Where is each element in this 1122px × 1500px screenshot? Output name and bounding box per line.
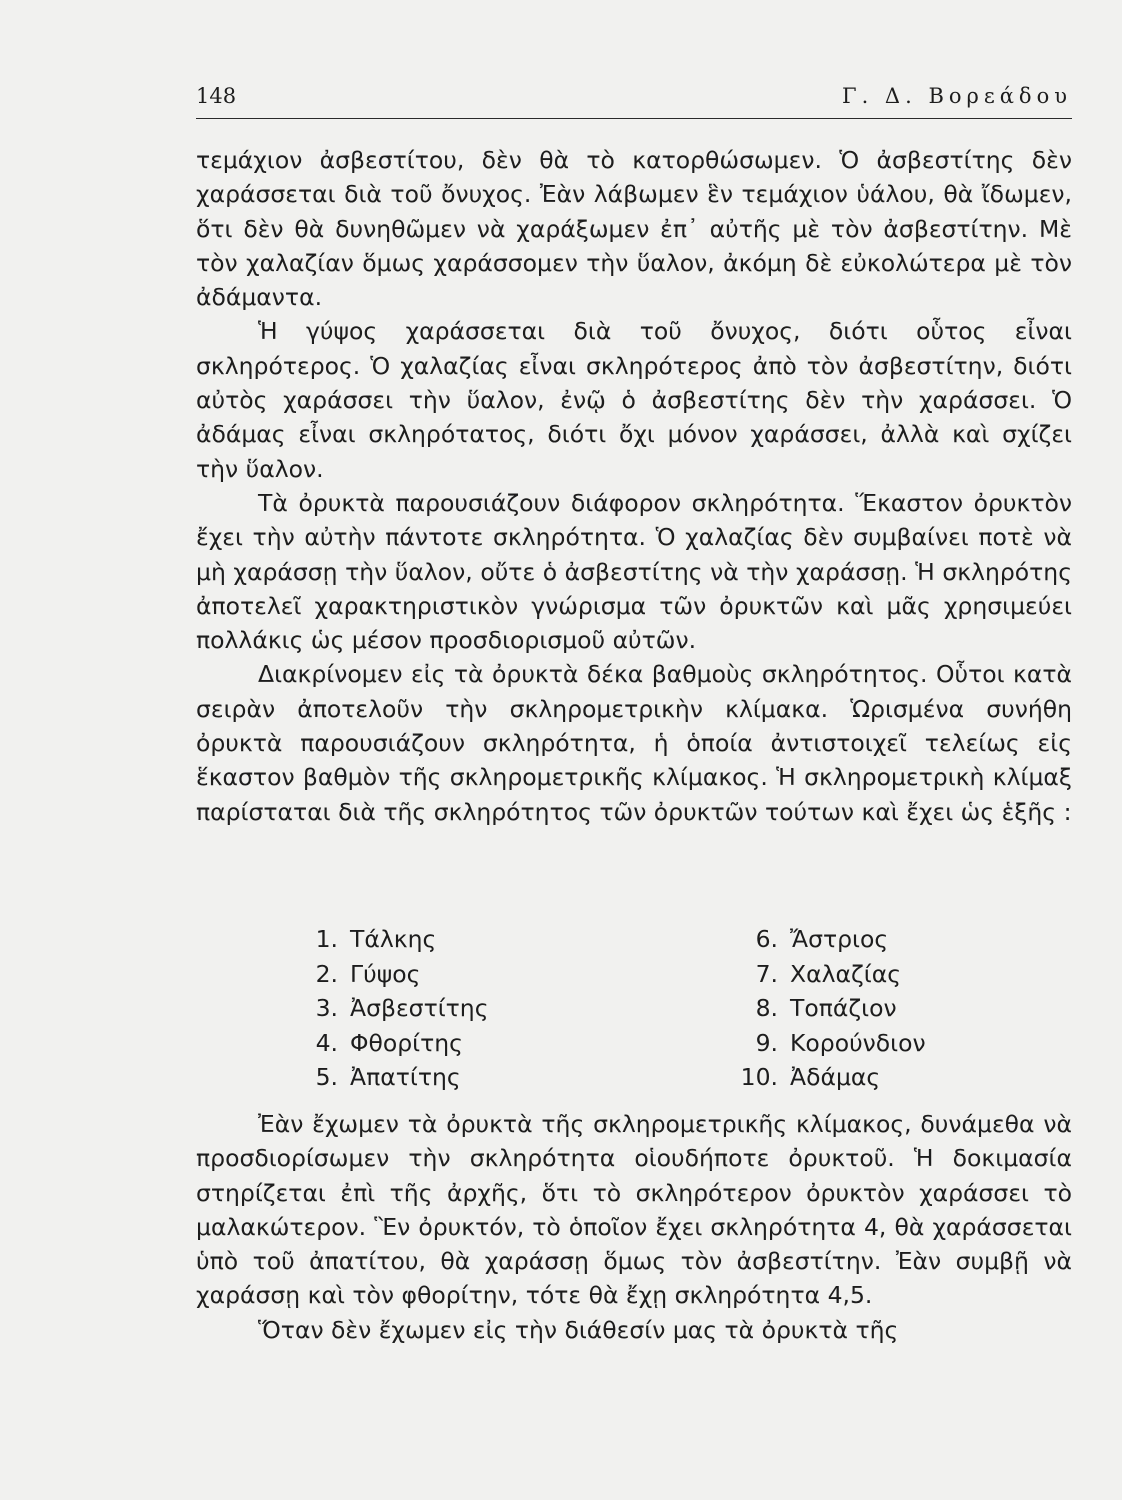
list-item <box>300 991 489 1026</box>
list-number: 7. <box>755 959 778 988</box>
list-number: 10. <box>740 1063 778 1091</box>
paragraph: Διακρίνομεν εἰς τὰ ὀρυκτὰ δέκα βαθμοὺς σκληρότητος. Οὗτοι κατὰ σειρὰν ἀποτελοῦν τὴν σκληρομετρικὴν κλίμακα. Ὡρισμένα συνήθη ὀρυκτὰ παρουσιάζουν σκληρότητα, ἡ ὁποία ἀντιστοιχεῖ τελείως εἰς ἕκαστον βαθμὸν τῆς σκληρομετρικῆς κλίμακος. Ἡ σκληρομετρικὴ κλίμαξ παρίσταται διὰ τῆς σκληρότητος τῶν ὀρυκτῶν τούτων καὶ ἔχει ὡς ἑξῆς : <box>196 660 1072 826</box>
mineral-name: Τοπάζιον <box>790 994 897 1022</box>
running-head: Γ. Δ. Βορεάδου <box>842 84 1072 108</box>
page-header <box>196 84 1072 119</box>
list-number: 3. <box>315 994 338 1022</box>
list-item <box>300 922 489 957</box>
paragraph: Τὰ ὀρυκτὰ παρουσιάζουν διάφορον σκληρότητα. Ἕκαστον ὀρυκτὸν ἔχει τὴν αὐτὴν πάντοτε σκληρότητα. Ὁ χαλαζίας δὲν συμβαίνει ποτὲ νὰ μὴ χαράσσῃ τὴν ὕαλον, οὔτε ὁ ἀσβεστίτης νὰ τὴν χαράσσῃ. Ἡ σκληρότης ἀποτελεῖ χαρακτηριστικὸν γνώρισμα τῶν ὀρυκτῶν καὶ μᾶς χρησιμεύει πολλάκις ὡς μέσον προσδιορισμοῦ αὐτῶν. <box>196 488 1072 655</box>
list-item <box>718 1060 926 1095</box>
mineral-name: Κορούνδιον <box>790 1028 926 1057</box>
list-item <box>718 957 926 992</box>
paragraph: τεμάχιον ἀσβεστίτου, δὲν θὰ τὸ κατορθώσωμεν. Ὁ ἀσβεστίτης δὲν χαράσσεται διὰ τοῦ ὄνυχος. Ἐὰν λάβωμεν ἓν τεμάχιον ὑάλου, θὰ ἴδωμεν, ὅτι δὲν θὰ δυνηθῶμεν νὰ χαράξωμεν ἐπ᾿ αὐτῆς μὲ τὸν ἀσβεστίτην. Μὲ τὸν χαλαζίαν ὅμως χαράσσομεν τὴν ὕαλον, ἀκόμη δὲ εὐκολώτερα μὲ τὸν ἀδάμαντα. <box>196 146 1072 312</box>
mineral-name: Χαλαζίας <box>790 959 902 988</box>
list-number: 5. <box>315 1063 338 1091</box>
list-item <box>300 1060 489 1095</box>
mineral-name: Ἄστριος <box>790 925 889 953</box>
mineral-name: Φθορίτης <box>350 1028 463 1057</box>
mineral-name: Ἀδάμας <box>790 1063 881 1091</box>
body-text-top <box>196 143 1072 829</box>
list-item <box>300 1026 489 1061</box>
list-item <box>718 991 926 1026</box>
mineral-name: Ἀσβεστίτης <box>350 994 489 1022</box>
page-number: 148 <box>196 84 237 108</box>
list-number: 4. <box>315 1028 338 1057</box>
mineral-name: Γύψος <box>350 959 421 988</box>
list-number: 8. <box>755 994 778 1022</box>
mineral-name: Ἀπατίτης <box>350 1063 461 1091</box>
hardness-scale-right-column <box>718 922 926 1095</box>
list-number: 1. <box>315 925 338 953</box>
list-item <box>718 922 926 957</box>
list-number: 2. <box>315 959 338 988</box>
list-number: 9. <box>755 1028 778 1057</box>
hardness-scale-left-column <box>300 922 489 1095</box>
mineral-name: Τάλκης <box>350 925 437 953</box>
paragraph: Ἐὰν ἔχωμεν τὰ ὀρυκτὰ τῆς σκληρομετρικῆς κλίμακος, δυνάμεθα νὰ προσδιορίσωμεν τὴν σκληρότητα οἱουδήποτε ὀρυκτοῦ. Ἡ δοκιμασία στηρίζεται ἐπὶ τῆς ἀρχῆς, ὅτι τὸ σκληρότερον ὀρυκτὸν χαράσσει τὸ μαλακώτερον. Ἓν ὀρυκτόν, τὸ ὁποῖον ἔχει σκληρότητα 4, θὰ χαράσσεται ὑπὸ τοῦ ἀπατίτου, θὰ χαράσσῃ ὅμως τὸν ἀσβεστίτην. Ἐὰν συμβῇ νὰ χαράσσῃ καὶ τὸν φθορίτην, τότε θὰ ἔχῃ σκληρότητα 4,5. <box>196 1110 1072 1310</box>
list-item <box>718 1026 926 1061</box>
list-item <box>300 957 489 992</box>
body-text-bottom <box>196 1107 1072 1347</box>
paragraph: Ἡ γύψος χαράσσεται διὰ τοῦ ὄνυχος, διότι οὗτος εἶναι σκληρότερος. Ὁ χαλαζίας εἶναι σκληρότερος ἀπὸ τὸν ἀσβεστίτην, διότι αὐτὸς χαράσσει τὴν ὕαλον, ἐνῷ ὁ ἀσβεστίτης δὲν τὴν χαράσσει. Ὁ ἀδάμας εἶναι σκληρότατος, διότι ὄχι μόνον χαράσσει, ἀλλὰ καὶ σχίζει τὴν ὕαλον. <box>196 317 1072 483</box>
paragraph: Ὅταν δὲν ἔχωμεν εἰς τὴν διάθεσίν μας τὰ ὀρυκτὰ τῆς <box>258 1315 899 1344</box>
list-number: 6. <box>755 925 778 953</box>
